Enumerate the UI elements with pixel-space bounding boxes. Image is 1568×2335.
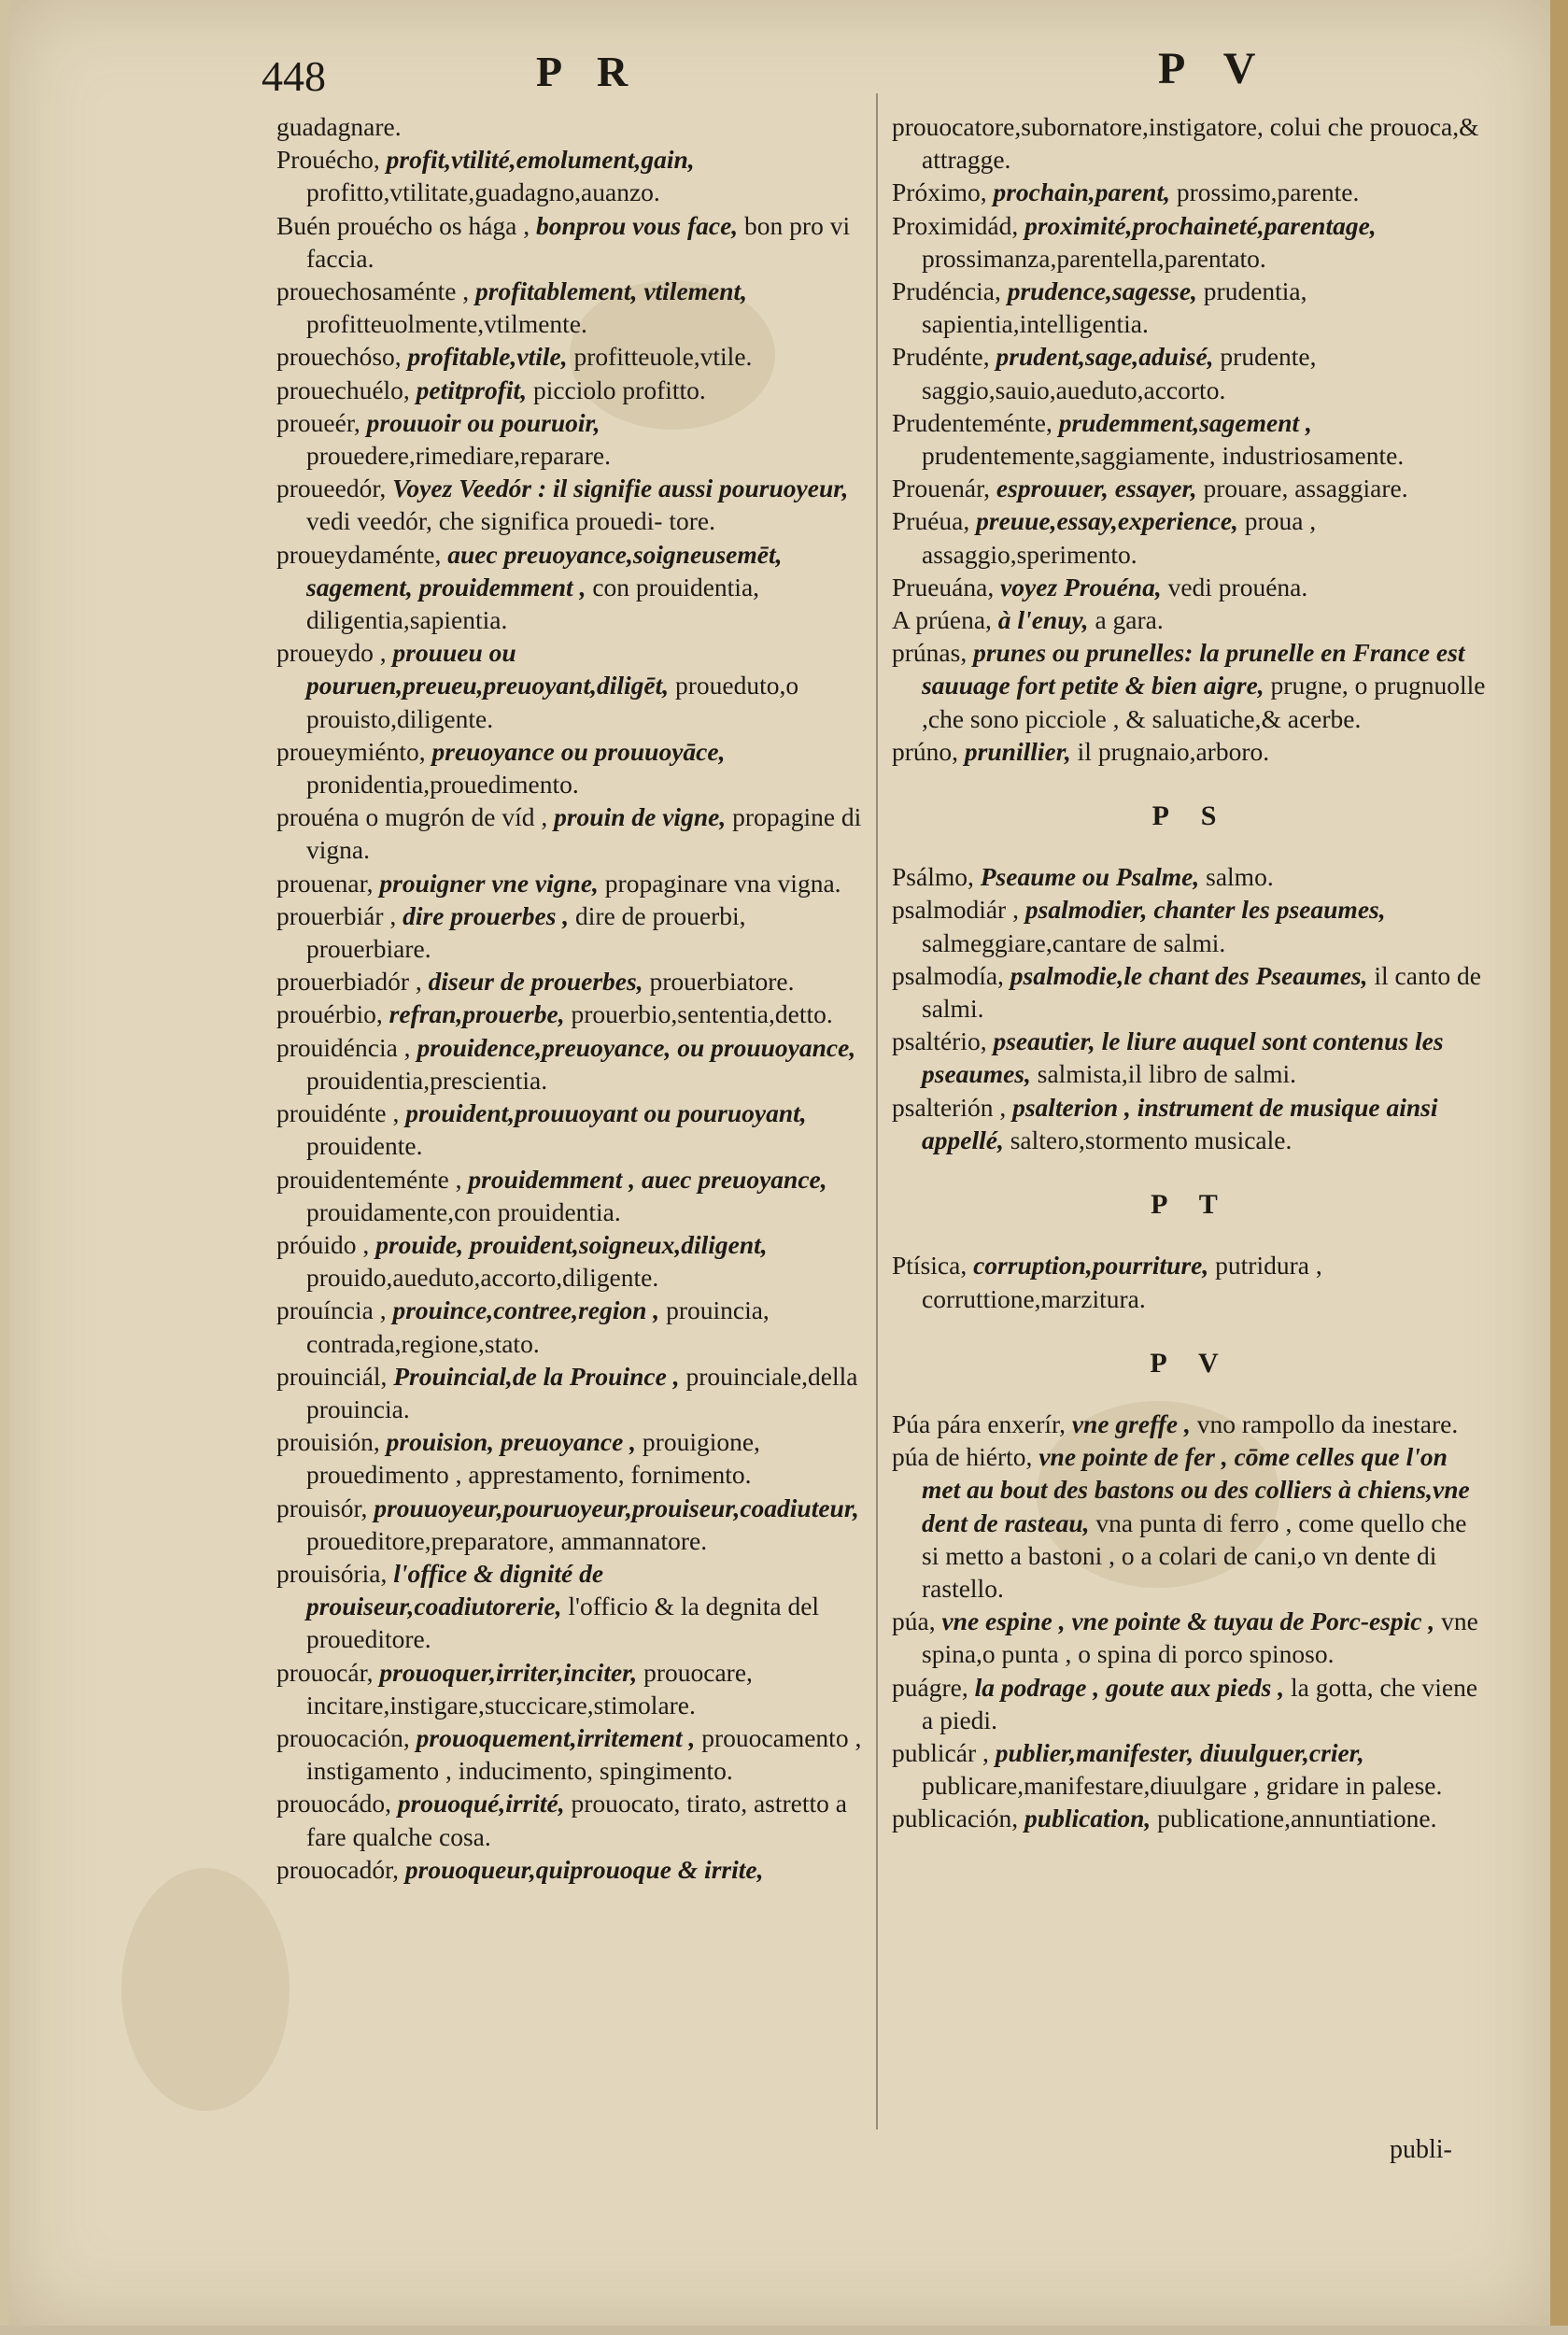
french-gloss: prunillier, [964, 736, 1071, 766]
spanish-headword: prouidénte , [276, 1098, 400, 1128]
italian-gloss: prossimanza,parentella,parentato. [922, 243, 1266, 273]
spanish-headword: Proximidád, [892, 210, 1019, 240]
dictionary-entry [276, 636, 863, 735]
italian-gloss: prudentia, sapientia,intelligentia. [922, 276, 1307, 339]
french-gloss: dire prouerbes , [403, 900, 570, 930]
spanish-headword: prouérbio, [276, 999, 383, 1029]
spanish-headword: Prueuána, [892, 572, 995, 601]
italian-gloss: prudentemente,saggiamente, industriosamente. [922, 441, 1405, 471]
spanish-headword: prouechosaménte , [276, 276, 470, 306]
dictionary-entry [276, 406, 863, 472]
italian-gloss: proua , assaggio,sperimento. [922, 506, 1317, 569]
italian-gloss: l'officio & la degnita del proueditore. [306, 1592, 820, 1654]
catchword: publi- [1390, 2135, 1452, 2164]
french-gloss: à l'enuy, [997, 605, 1089, 635]
french-gloss: prouoqué,irrité, [397, 1789, 565, 1818]
dictionary-entry [276, 1721, 863, 1787]
dictionary-entry [892, 1671, 1490, 1736]
dictionary-entry [892, 860, 1490, 893]
dictionary-entry [276, 209, 863, 275]
french-gloss: diseur de prouerbes, [428, 967, 643, 997]
italian-gloss: prouocato, tirato, astretto a fare qualche cosa. [306, 1789, 848, 1851]
section-heading-pv: P V [1150, 1347, 1232, 1379]
spanish-headword: prouocár, [276, 1657, 374, 1687]
french-gloss: prouoquer,irriter,inciter, [379, 1657, 638, 1687]
dictionary-entry [892, 1249, 1490, 1314]
spanish-headword: prouisória, [276, 1558, 388, 1588]
french-gloss: vne pointe de fer , cōme celles que l'on met au bout des bastons ou des colliers à chiens,vne dent de rasteau, [922, 1442, 1470, 1537]
dictionary-entry [276, 1787, 863, 1852]
italian-gloss: prouedere,rimediare,reparare. [306, 441, 611, 471]
spanish-headword: próuido , [276, 1229, 370, 1259]
dictionary-entry [276, 800, 863, 866]
italian-gloss: vna punta di ferro , come quello che si metto a bastoni , o a colari de cani,o vn dente di rastello. [922, 1507, 1467, 1603]
french-gloss: petitprofit, [416, 375, 528, 404]
spanish-headword: puágre, [892, 1672, 968, 1702]
dictionary-entry [892, 209, 1490, 275]
french-gloss: prudence,sagesse, [1007, 276, 1197, 306]
spanish-headword: Psálmo, [892, 862, 974, 892]
italian-gloss: putridura , corruttione,marzitura. [922, 1251, 1322, 1313]
italian-gloss: prouidente. [306, 1131, 423, 1161]
spanish-headword: guadagnare. [276, 112, 402, 141]
dictionary-entry [276, 1163, 863, 1228]
french-gloss: prouueu ou pouruen,preueu,preuoyant,diligēt, [306, 638, 670, 700]
spanish-headword: psalmodía, [892, 960, 1004, 990]
dictionary-entry [276, 1031, 863, 1097]
dictionary-entry [892, 893, 1490, 958]
french-gloss: Voyez Veedór : il signifie aussi pouruoyeur, [392, 474, 849, 503]
italian-gloss: prudente, saggio,sauio,aueduto,accorto. [922, 342, 1317, 404]
dictionary-entry [276, 1228, 863, 1294]
spanish-headword: Prudénte, [892, 342, 990, 372]
dictionary-entry [892, 1605, 1490, 1670]
spanish-headword: prouíncia , [276, 1295, 387, 1325]
dictionary-entry [276, 867, 863, 899]
italian-gloss: salmista,il libro de salmi. [1037, 1059, 1297, 1089]
spanish-headword: Prouenár, [892, 474, 991, 503]
spanish-headword: prouenar, [276, 868, 374, 898]
dictionary-entry [276, 1492, 863, 1557]
spanish-headword: proueydaménte, [276, 539, 442, 569]
italian-gloss: proueditore,preparatore, ammannatore. [306, 1525, 708, 1555]
dictionary-entry [276, 1656, 863, 1721]
ps-entries [892, 860, 1490, 1156]
italian-gloss: il prugnaio,arboro. [1077, 736, 1270, 766]
dictionary-entry [276, 275, 863, 340]
spanish-headword: púa, [892, 1606, 936, 1636]
dictionary-entry [892, 735, 1490, 768]
italian-gloss: prouidamente,con prouidentia. [306, 1196, 621, 1226]
dictionary-entry [892, 1408, 1490, 1440]
dictionary-entry [892, 636, 1490, 735]
spanish-headword: publicación, [892, 1804, 1019, 1833]
dictionary-entry [892, 340, 1490, 405]
french-gloss: prouidence,preuoyance, ou prouuoyance, [417, 1032, 856, 1062]
dictionary-entry [892, 1736, 1490, 1802]
french-gloss: prouoquement,irritement , [416, 1722, 696, 1752]
dictionary-entry [892, 406, 1490, 472]
french-gloss: profitablement, vtilement, [475, 276, 748, 306]
french-gloss: prudemment,sagement , [1058, 407, 1312, 437]
dictionary-entry [892, 959, 1490, 1025]
spanish-headword: prouidenteménte , [276, 1164, 462, 1194]
italian-gloss: picciolo profitto. [532, 375, 706, 404]
spanish-headword: prouerbiadór , [276, 967, 422, 997]
french-gloss: Pseaume ou Psalme, [980, 862, 1200, 892]
italian-gloss: vne spina,o punta , o spina di porco spinoso. [922, 1606, 1478, 1669]
french-gloss: bonprou vous face, [535, 210, 739, 240]
french-gloss: prunes ou prunelles: la prunelle en France est sauuage fort petite & bien aigre, [922, 638, 1465, 700]
spanish-headword: A prúena, [892, 605, 992, 635]
french-gloss: prouidemment , auec preuoyance, [468, 1164, 827, 1194]
spanish-headword: psalmodiár , [892, 895, 1019, 925]
spanish-headword: Prudéncia, [892, 276, 1001, 306]
spanish-headword: proueedór, [276, 474, 387, 503]
french-gloss: preuue,essay,experience, [976, 506, 1238, 536]
french-gloss: publication, [1024, 1804, 1151, 1833]
italian-gloss: prouigione, prouedimento , apprestamento, fornimento. [306, 1427, 760, 1490]
spanish-headword: proueydo , [276, 638, 387, 668]
page-number: 448 [261, 52, 326, 100]
spanish-headword: Pruéua, [892, 506, 970, 536]
dictionary-entry [276, 998, 863, 1030]
pt-entries [892, 1249, 1490, 1314]
dictionary-entry [276, 965, 863, 998]
dictionary-entry [276, 1360, 863, 1425]
dictionary-entry [276, 538, 863, 637]
section-heading-ps: P S [1151, 800, 1230, 832]
italian-gloss: vedi prouéna. [1167, 572, 1308, 601]
dictionary-entry [892, 1091, 1490, 1156]
italian-gloss: profitto,vtilitate,guadagno,auanzo. [306, 177, 660, 207]
italian-gloss: prouocamento , instigamento , inducimento, spingimento. [306, 1722, 862, 1786]
page-edge [1550, 0, 1568, 2335]
dictionary-entry [892, 504, 1490, 570]
dictionary-entry [892, 571, 1490, 603]
french-gloss: preuoyance ou prouuoyāce, [431, 736, 726, 766]
italian-gloss: propagine di vigna. [306, 802, 862, 865]
spanish-headword: prúnas, [892, 638, 968, 668]
french-gloss: profit,vtilité,emolument,gain, [386, 145, 695, 175]
french-gloss: la podrage , goute aux pieds , [974, 1672, 1285, 1702]
italian-gloss: publicare,manifestare,diuulgare , gridare in palese. [922, 1771, 1443, 1801]
italian-gloss: salmeggiare,cantare de salmi. [922, 927, 1226, 957]
italian-gloss: prouido,aueduto,accorto,diligente. [306, 1263, 659, 1293]
italian-gloss: prugne, o prugnuolle ,che sono picciole , & saluatiche,& acerbe. [922, 671, 1486, 733]
left-column [276, 110, 863, 1886]
italian-gloss: salmo. [1206, 862, 1274, 892]
french-gloss: psalmodier, chanter les pseaumes, [1024, 895, 1386, 925]
spanish-headword: prouinciál, [276, 1361, 388, 1391]
italian-gloss: vno rampollo da inestare. [1196, 1408, 1459, 1438]
dictionary-entry [276, 1853, 863, 1886]
italian-gloss: prouinciale,della prouincia. [306, 1361, 858, 1423]
french-gloss: corruption,pourriture, [973, 1251, 1209, 1281]
french-gloss: psalterion , instrument de musique ainsi appellé, [922, 1092, 1438, 1154]
spanish-headword: Púa pára enxerír, [892, 1408, 1066, 1438]
spanish-headword: púa de hiérto, [892, 1442, 1033, 1472]
italian-gloss: prouidentia,prescientia. [306, 1065, 548, 1095]
italian-gloss: dire de prouerbi, prouerbiare. [306, 900, 746, 964]
dictionary-entry [892, 275, 1490, 340]
italian-gloss: prouocare, incitare,instigare,stuccicare,stimolare. [306, 1657, 753, 1719]
french-gloss: auec preuoyance,soigneusemēt, sagement, prouidemment , [306, 539, 783, 601]
spanish-headword: Ptísica, [892, 1251, 968, 1281]
spanish-headword: Buén prouécho os hága , [276, 210, 530, 240]
spanish-headword: proueymiénto, [276, 736, 426, 766]
french-gloss: esprouuer, essayer, [996, 474, 1197, 503]
italian-gloss: prouerbio,sententia,detto. [571, 999, 833, 1029]
spanish-headword: prouocádo, [276, 1789, 391, 1818]
spanish-headword: prouisión, [276, 1427, 380, 1457]
french-gloss: refran,prouerbe, [388, 999, 565, 1029]
italian-gloss: il canto de salmi. [922, 960, 1481, 1024]
french-gloss: publier,manifester, diuulguer,crier, [995, 1737, 1364, 1767]
french-gloss: prudent,sage,aduisé, [996, 342, 1214, 372]
french-gloss: prouuoyeur,pouruoyeur,prouiseur,coadiuteur, [374, 1493, 859, 1522]
spanish-headword: Prudenteménte, [892, 407, 1052, 437]
italian-gloss: pronidentia,prouedimento. [306, 770, 579, 800]
french-gloss: prouuoir ou pouruoir, [366, 407, 600, 437]
french-gloss: prouince,contree,region , [392, 1295, 660, 1325]
french-gloss: prouision, preuoyance , [386, 1427, 637, 1457]
spanish-headword: Prouécho, [276, 145, 380, 175]
spanish-headword: psalterión , [892, 1092, 1007, 1122]
french-gloss: profitable,vtile, [407, 342, 568, 372]
italian-gloss: vedi veedór, che significa prouedi- tore. [306, 506, 715, 536]
spanish-headword: prouechuélo, [276, 375, 410, 404]
dictionary-entry [892, 603, 1490, 636]
spanish-headword: proueér, [276, 407, 360, 437]
french-gloss: prouin de vigne, [554, 802, 727, 832]
spanish-headword: Próximo, [892, 177, 987, 207]
dictionary-entry [892, 1802, 1490, 1834]
dictionary-entry [276, 472, 863, 537]
french-gloss: prochain,parent, [993, 177, 1170, 207]
french-gloss: pseautier, le liure auquel sont contenus les pseaumes, [922, 1026, 1444, 1089]
dictionary-entry [276, 374, 863, 406]
dictionary-entry [892, 1025, 1490, 1090]
right-running-head: P V [1158, 44, 1271, 93]
french-gloss: l'office & dignité de prouiseur,coadiutorerie, [306, 1558, 604, 1621]
spanish-headword: prouisór, [276, 1493, 368, 1522]
dictionary-entry [892, 1440, 1490, 1605]
french-gloss: psalmodie,le chant des Pseaumes, [1010, 960, 1368, 990]
dictionary-entry [276, 1097, 863, 1162]
page-bottom-edge [0, 2326, 1568, 2335]
dictionary-entry [276, 735, 863, 800]
italian-gloss: propaginare vna vigna. [604, 868, 841, 898]
french-gloss: proximité,prochaineté,parentage, [1024, 210, 1377, 240]
italian-gloss: profitteuolmente,vtilmente. [306, 309, 587, 339]
italian-gloss: bon pro vi faccia. [306, 210, 851, 273]
french-gloss: vne espine , vne pointe & tuyau de Porc-espic , [941, 1606, 1435, 1636]
french-gloss: voyez Prouéna, [1000, 572, 1162, 601]
spanish-headword: prouechóso, [276, 342, 402, 372]
dictionary-entry [276, 110, 863, 143]
dictionary-entry [892, 472, 1490, 504]
spanish-headword: prouocación, [276, 1722, 410, 1752]
left-running-head: P R [536, 48, 642, 95]
right-column [892, 110, 1490, 1835]
italian-gloss: prouerbiatore. [649, 967, 795, 997]
dictionary-entry [276, 899, 863, 965]
spanish-headword: psaltério, [892, 1026, 987, 1056]
spanish-headword: prúno, [892, 736, 959, 766]
french-gloss: prouigner vne vigne, [379, 868, 599, 898]
italian-gloss: saltero,stormento musicale. [1010, 1125, 1293, 1154]
dictionary-entry [892, 176, 1490, 208]
pv-entries [892, 1408, 1490, 1835]
dictionary-entry [276, 143, 863, 208]
italian-gloss: prossimo,parente. [1176, 177, 1360, 207]
italian-gloss: con prouidentia, diligentia,sapientia. [306, 572, 760, 635]
french-gloss: prouide, prouident,soigneux,diligent, [375, 1229, 768, 1259]
italian-gloss: profitteuole,vtile. [573, 342, 753, 372]
italian-gloss: a gara. [1095, 605, 1164, 635]
pr-entries [892, 110, 1490, 768]
italian-gloss: prouare, assaggiare. [1203, 474, 1408, 503]
dictionary-entry [276, 1294, 863, 1359]
french-gloss: vne greffe , [1071, 1408, 1191, 1438]
italian-gloss: prouincia, contrada,regione,stato. [306, 1295, 770, 1358]
spanish-headword: publicár , [892, 1737, 989, 1767]
spanish-headword: prouidéncia , [276, 1032, 411, 1062]
section-heading-pt: P T [1151, 1189, 1231, 1221]
french-gloss: Prouincial,de la Prouince , [393, 1361, 680, 1391]
italian-gloss: proueduto,o prouisto,diligente. [306, 671, 799, 733]
french-gloss: prouident,prouuoyant ou pouruoyant, [405, 1098, 807, 1128]
column-divider [876, 93, 878, 2130]
dictionary-entry [892, 110, 1490, 176]
dictionary-entry [276, 340, 863, 373]
spanish-headword: prouéna o mugrón de víd , [276, 802, 548, 832]
french-gloss: prouoqueur,quiprouoque & irrite, [404, 1854, 764, 1884]
dictionary-entry [276, 1557, 863, 1656]
spanish-headword: prouocadór, [276, 1854, 400, 1884]
paper-stain [121, 1868, 290, 2111]
italian-gloss: prouocatore,subornatore,instigatore, colui che prouoca,& attragge. [892, 112, 1479, 175]
italian-gloss: publicatione,annuntiatione. [1157, 1804, 1437, 1833]
italian-gloss: la gotta, che viene a piedi. [922, 1672, 1478, 1734]
spanish-headword: prouerbiár , [276, 900, 397, 930]
dictionary-entry [276, 1425, 863, 1491]
